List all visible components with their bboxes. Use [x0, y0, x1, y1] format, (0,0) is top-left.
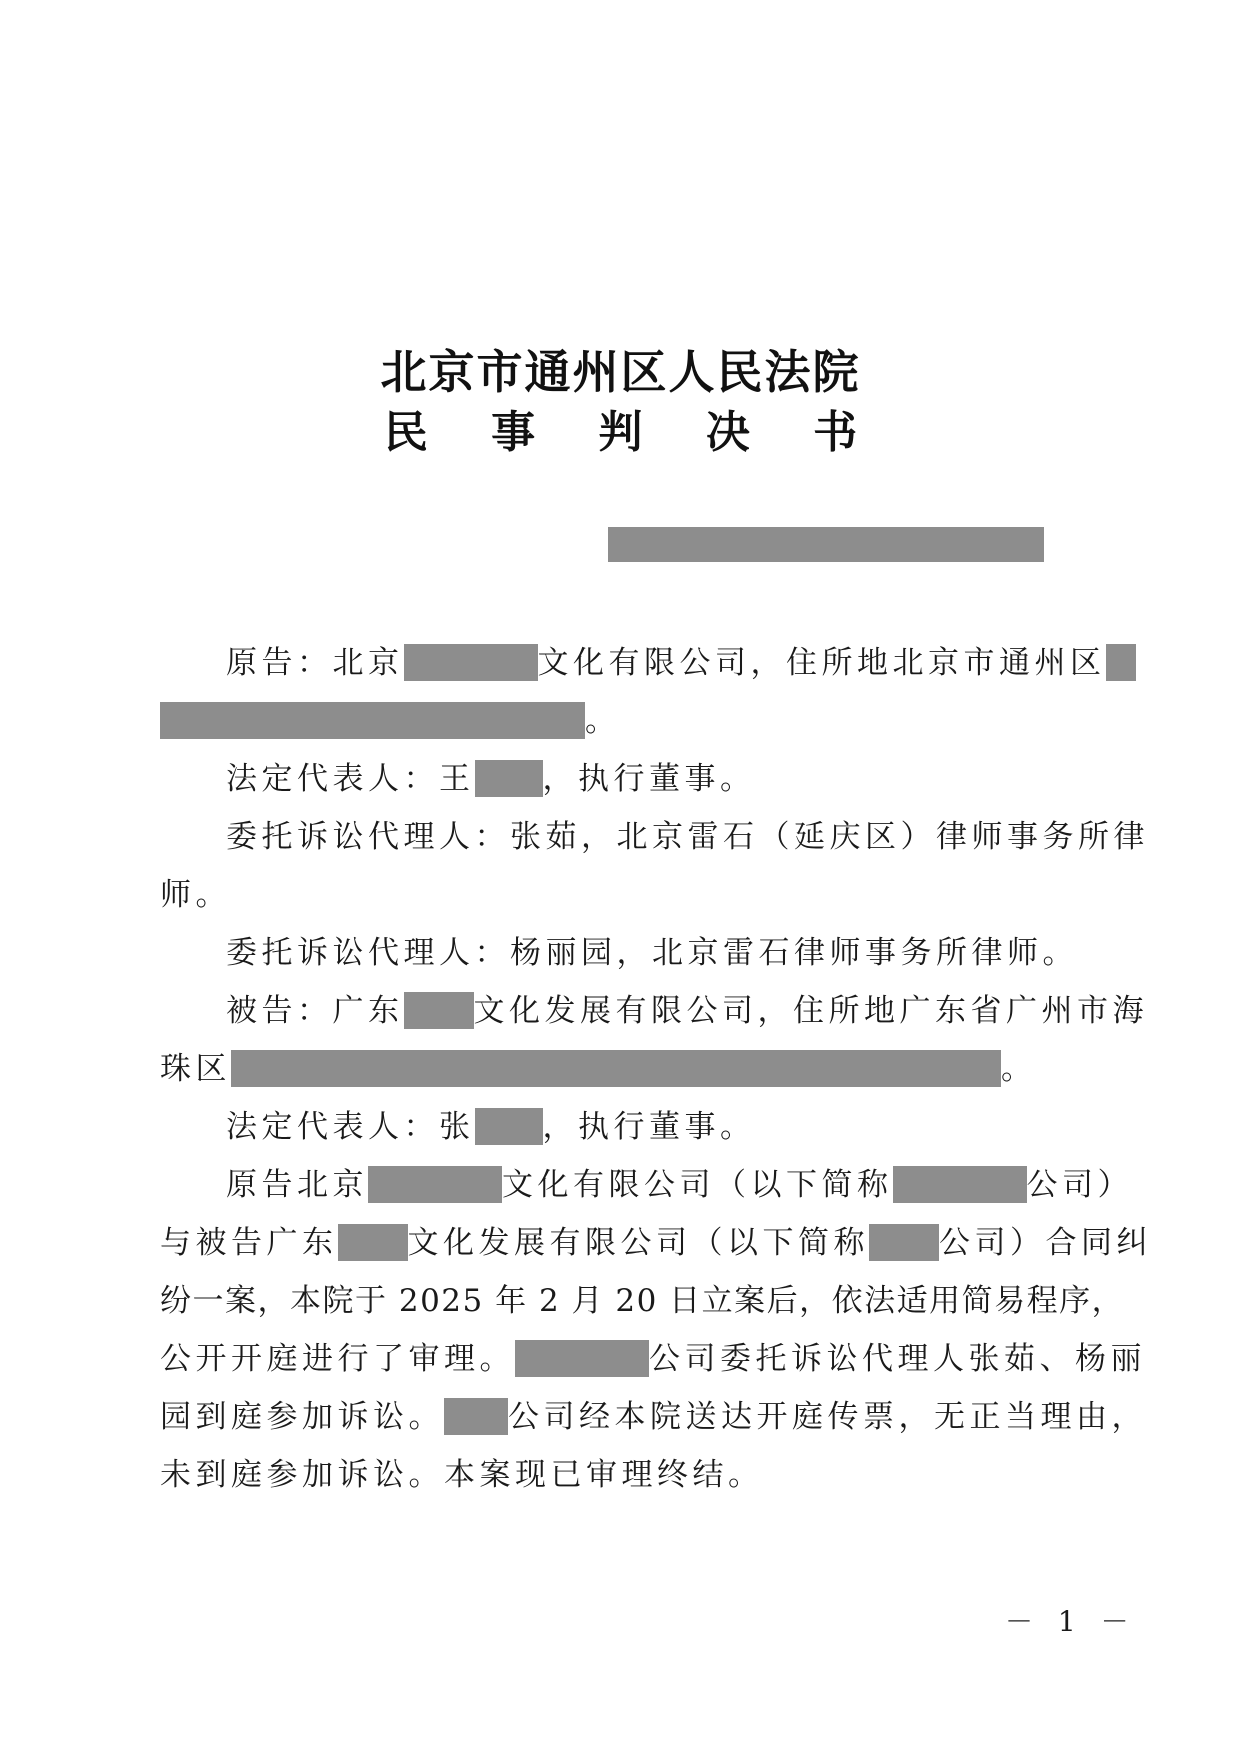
body-text: 公司委托诉讼代理人张茹、杨丽	[649, 1341, 1146, 1377]
redaction	[160, 702, 585, 739]
redaction	[404, 992, 474, 1029]
body-text: 公司经本院送达开庭传票，无正当理由，	[508, 1399, 1147, 1435]
defendant-label: 被告：广东	[226, 993, 404, 1029]
body-line-1	[226, 1165, 1133, 1205]
redaction	[338, 1224, 408, 1261]
body-line-2	[160, 1223, 1152, 1263]
redaction	[368, 1166, 502, 1203]
page-number: － 1 －	[1005, 1605, 1137, 1638]
body-text: 纷一案，本院于 2025 年 2 月 20 日立案后，依法适用简易程序，	[160, 1283, 1125, 1319]
agent-1-text: 委托诉讼代理人：张茹，北京雷石（延庆区）律师事务所律	[226, 819, 1149, 855]
agent-1-line-1	[226, 817, 1149, 857]
body-line-5	[160, 1397, 1147, 1437]
plaintiff-rep-label: 法定代表人：王	[226, 761, 475, 797]
body-line-3	[160, 1281, 1124, 1321]
plaintiff-address-end: 。	[585, 703, 621, 739]
plaintiff-rep-role: ，执行董事。	[542, 761, 756, 797]
redaction	[444, 1398, 508, 1435]
body-text: 文化有限公司（以下简称	[502, 1167, 893, 1203]
redaction	[869, 1224, 939, 1261]
redaction	[893, 1166, 1027, 1203]
agent-2-text: 委托诉讼代理人：杨丽园，北京雷石律师事务所律师。	[226, 935, 1078, 971]
plaintiff-line	[226, 643, 1136, 683]
agent-1-text-cont: 师。	[160, 877, 231, 913]
body-text: 园到庭参加诉讼。	[160, 1399, 444, 1435]
body-line-4	[160, 1339, 1146, 1379]
plaintiff-label: 原告：北京	[226, 645, 404, 681]
body-text: 公司）合同纠	[939, 1225, 1152, 1261]
redaction	[231, 1050, 1001, 1087]
body-text: 原告北京	[226, 1167, 368, 1203]
defendant-representative	[226, 1107, 756, 1147]
body-text: 文化发展有限公司（以下简称	[407, 1225, 869, 1261]
defendant-address-label: 珠区	[160, 1051, 231, 1087]
plaintiff-info: 文化有限公司，住所地北京市通州区	[537, 645, 1106, 681]
defendant-info: 文化发展有限公司，住所地广东省广州市海	[473, 993, 1148, 1029]
agent-2-line	[226, 933, 1078, 973]
body-text: 公开开庭进行了审理。	[160, 1341, 515, 1377]
redaction	[404, 644, 538, 681]
body-line-6	[160, 1455, 764, 1495]
redaction	[475, 1108, 543, 1145]
plaintiff-representative	[226, 759, 756, 799]
plaintiff-address-line	[160, 701, 621, 741]
document-type: 民 事 判 决 书	[383, 407, 882, 458]
body-text: 未到庭参加诉讼。本案现已审理终结。	[160, 1457, 764, 1493]
body-text: 与被告广东	[160, 1225, 338, 1261]
defendant-line	[226, 991, 1148, 1031]
redaction	[475, 760, 543, 797]
body-text: 公司）	[1026, 1167, 1133, 1203]
defendant-address-end: 。	[1001, 1051, 1037, 1087]
case-number-redaction	[608, 527, 1044, 562]
defendant-rep-label: 法定代表人：张	[226, 1109, 475, 1145]
redaction	[515, 1340, 649, 1377]
defendant-address-line	[160, 1049, 1037, 1089]
court-name: 北京市通州区人民法院	[380, 345, 861, 399]
defendant-rep-role: ，执行董事。	[542, 1109, 756, 1145]
redaction	[1106, 644, 1136, 681]
agent-1-line-2	[160, 875, 231, 915]
